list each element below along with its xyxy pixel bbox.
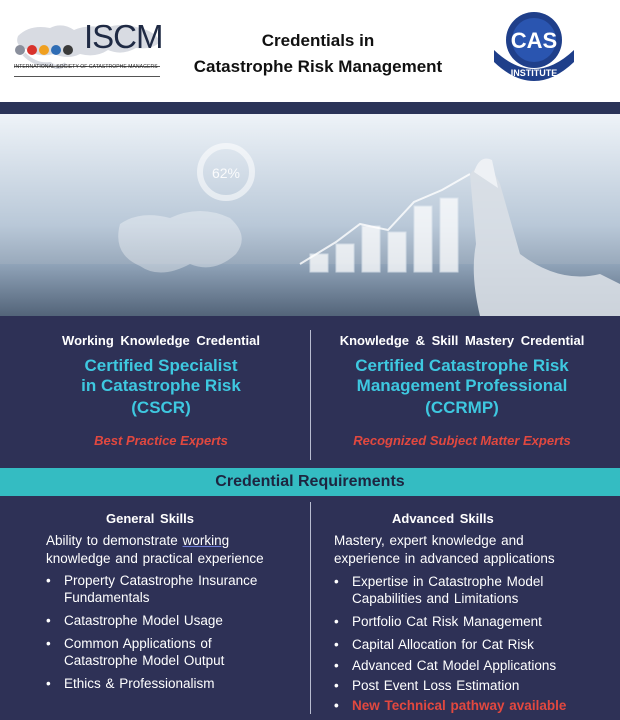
general-intro-prefix: Ability to demonstrate <box>46 533 183 548</box>
page-title <box>168 28 468 80</box>
chart-hand-illustration <box>0 114 620 316</box>
general-skills-heading: General Skills <box>106 511 194 526</box>
list-item: • Advanced Cat Model Applications <box>332 657 612 674</box>
list-item: • Common Applications of Catastrophe Model Output <box>44 635 304 669</box>
header <box>0 0 620 102</box>
list-item: • Expertise in Catastrophe Model Capabilities and Limitations <box>332 573 612 607</box>
list-item-new-pathway: • New Technical pathway available <box>332 697 612 714</box>
hero-image <box>0 114 620 316</box>
iscm-logo-text: ISCM <box>84 18 163 55</box>
credential-right-tagline: Recognized Subject Matter Experts <box>353 433 571 448</box>
credential-right-name-line2: Management Professional <box>356 376 568 395</box>
credential-left-name-line1: Certified Specialist <box>84 356 238 375</box>
advanced-intro-line2: experience in advanced applications <box>334 551 555 566</box>
list-item: • Catastrophe Model Usage <box>44 612 304 629</box>
cas-logo <box>488 10 580 88</box>
cas-logo-text: CAS <box>510 28 558 53</box>
credential-right <box>312 333 612 448</box>
column-divider-bottom <box>310 502 311 714</box>
cas-badge-icon <box>488 10 580 88</box>
general-intro-underlined: working <box>182 533 230 548</box>
list-item: • Post Event Loss Estimation <box>332 677 612 694</box>
credential-right-name-line1: Certified Catastrophe Risk <box>355 356 569 375</box>
cas-logo-subtext: INSTITUTE <box>510 68 558 78</box>
hero-percent-label: 62% <box>211 165 241 181</box>
requirements-title: Credential Requirements <box>215 473 405 490</box>
general-intro-line2: knowledge and practical experience <box>46 551 264 566</box>
advanced-skills-list <box>332 573 612 714</box>
advanced-intro-line1: Mastery, expert knowledge and <box>334 533 524 548</box>
credential-left-tagline: Best Practice Experts <box>94 433 228 448</box>
title-line-2: Catastrophe Risk Management <box>193 57 443 76</box>
general-skills-intro <box>46 532 264 568</box>
list-item: • Portfolio Cat Risk Management <box>332 613 612 630</box>
advanced-skills-heading: Advanced Skills <box>392 511 494 526</box>
header-divider-bar <box>0 102 620 114</box>
advanced-skills-intro <box>334 532 555 568</box>
general-intro-line1 <box>46 532 264 550</box>
credential-left-name-line2: in Catastrophe Risk <box>81 376 241 395</box>
general-skills-list <box>44 572 304 692</box>
credential-left-kind: Working Knowledge Credential <box>62 333 260 348</box>
requirements-bar <box>0 468 620 496</box>
credential-right-abbr: (CCRMP) <box>425 398 499 417</box>
credential-left-abbr: (CSCR) <box>131 398 191 417</box>
title-line-1: Credentials in <box>261 31 375 50</box>
list-item: • Capital Allocation for Cat Risk <box>332 636 612 653</box>
iscm-logo-subtext: INTERNATIONAL SOCIETY OF CATASTROPHE MANAGERS <box>14 64 158 70</box>
credential-left <box>0 333 322 448</box>
list-item: • Ethics & Professionalism <box>44 675 304 692</box>
list-item: • Property Catastrophe Insurance Fundamentals <box>44 572 304 606</box>
credential-right-kind: Knowledge & Skill Mastery Credential <box>339 333 585 348</box>
